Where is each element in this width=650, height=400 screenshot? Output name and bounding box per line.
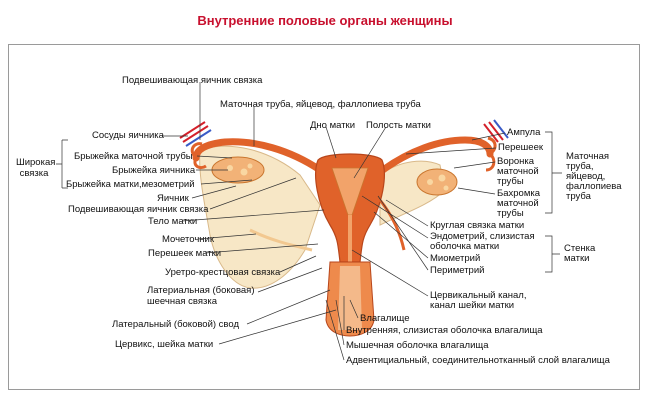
label-uterine-fundus: Дно матки	[310, 120, 356, 131]
label-uterine-wall-2: матки	[564, 253, 590, 264]
label-broad-ligament-1: Широкая	[16, 157, 56, 168]
label-vagina-adventitia: Адвентициальный, соединительнотканный слой влагалища	[346, 355, 610, 366]
label-ureter: Мочеточник	[162, 234, 214, 245]
label-lateral-ligament-2: шеечная связка	[147, 296, 217, 307]
label-vagina-muscle: Мышечная оболочка влагалища	[346, 340, 489, 351]
label-suspensory-ligament-top: Подвешивающая яичник связка	[122, 75, 263, 86]
label-infundibulum-2: маточной	[497, 166, 539, 177]
ovary-right	[417, 169, 457, 195]
label-ovary-vessels: Сосуды яичника	[92, 130, 164, 141]
label-ampulla: Ампула	[507, 127, 541, 138]
label-mesometrium: Брыжейка матки,мезометрий	[66, 179, 195, 190]
label-perimetrium: Периметрий	[430, 265, 485, 276]
label-infundibulum-3: трубы	[497, 176, 524, 187]
label-suspensory-ligament-low: Подвешивающая яичник связка	[68, 204, 209, 215]
label-myometrium: Миометрий	[430, 253, 481, 264]
label-vagina: Влагалище	[360, 313, 410, 324]
label-tube-group-1: Маточная	[566, 151, 610, 162]
label-tube-group-3: яйцевод,	[566, 171, 606, 182]
ovary-left	[212, 157, 264, 183]
label-fimbria-3: трубы	[497, 208, 524, 219]
label-tube-group-4: фаллопиева	[566, 181, 622, 192]
label-mesosalpinx: Брыжейка маточной трубы	[74, 151, 193, 162]
label-cervical-canal-1: Цервикальный канал,	[430, 290, 527, 301]
label-lateral-ligament-1: Латериальная (боковая)	[147, 285, 255, 296]
label-tube-isthmus: Перешеек	[498, 142, 544, 153]
label-fimbria-2: маточной	[497, 198, 539, 209]
label-uterine-cavity: Полость матки	[366, 120, 431, 131]
label-cervical-canal-2: канал шейки матки	[430, 300, 515, 311]
label-uterosacral-ligament: Уретро-крестцовая связка	[165, 267, 281, 278]
label-endometrium-2: оболочка матки	[430, 241, 500, 252]
ovary-vessels-left	[180, 122, 208, 142]
label-mesovarium: Брыжейка яичника	[112, 165, 196, 176]
label-vagina-mucosa: Внутренняя, слизистая оболочка влагалища	[346, 325, 543, 336]
label-uterine-wall-1: Стенка	[564, 243, 596, 254]
label-endometrium-1: Эндометрий, слизистая	[430, 231, 535, 242]
label-tube-group-5: труба	[566, 191, 591, 202]
label-broad-ligament-2: связка	[19, 168, 49, 179]
label-infundibulum-1: Воронка	[497, 156, 535, 167]
diagram-title: Внутренние половые органы женщины	[197, 13, 453, 28]
label-lateral-fornix: Латеральный (боковой) свод	[112, 319, 239, 330]
label-uterus-isthmus: Перешеек матки	[148, 248, 222, 259]
label-uterus-body: Тело матки	[148, 216, 198, 227]
label-round-ligament: Круглая связка матки	[430, 220, 525, 231]
label-fimbria-1: Бахромка	[497, 188, 541, 199]
label-cervix: Цервикс, шейка матки	[115, 339, 214, 350]
label-ovary: Яичник	[157, 193, 189, 204]
cervical-canal	[348, 215, 352, 262]
label-fallopian-tube-top: Маточная труба, яйцевод, фаллопиева труба	[220, 99, 421, 110]
label-tube-group-2: труба,	[566, 161, 594, 172]
